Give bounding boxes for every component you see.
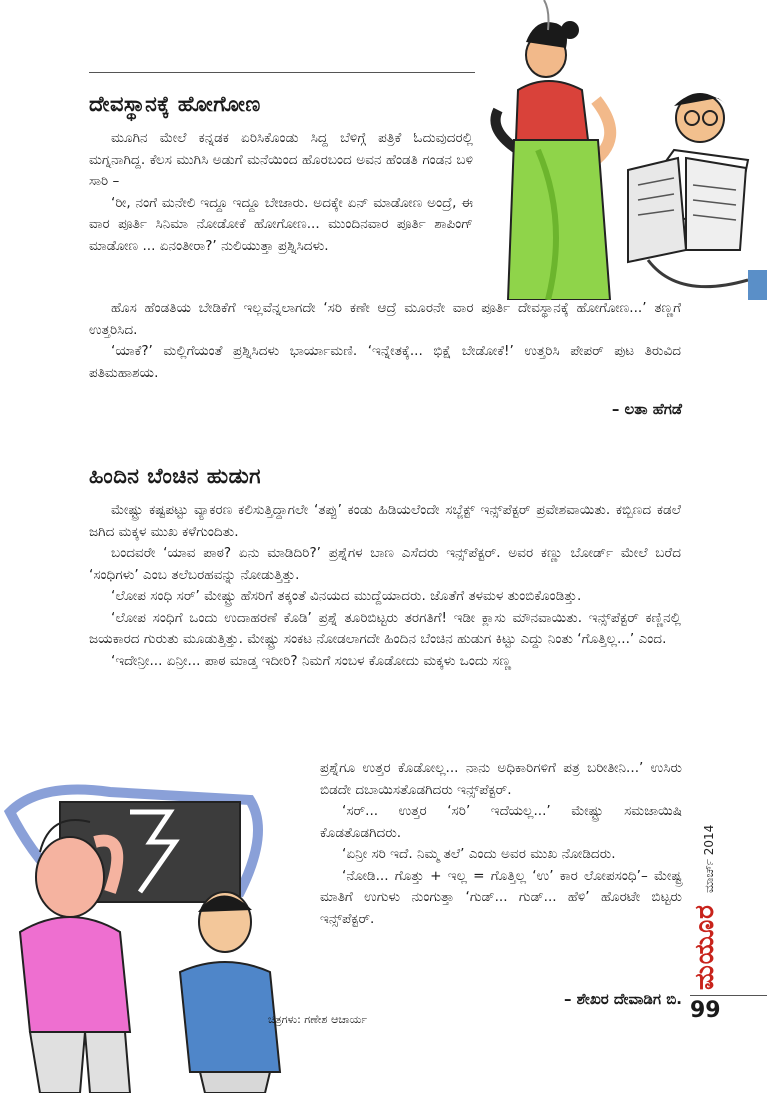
story2-body-narrow bbox=[320, 758, 682, 930]
magazine-masthead bbox=[690, 825, 721, 990]
story1-paragraph: ಮೂಗಿನ ಮೇಲೆ ಕನ್ನಡಕ ಏರಿಸಿಕೊಂಡು ಸಿದ್ದ ಬೆಳಿಗ್ಗೆ ಪತ್ರಿಕೆ ಓದುವುದರಲ್ಲಿ ಮಗ್ನನಾಗಿದ್ದ. ಕೆಲಸ ಮುಗಿಸಿ ಅಡುಗೆ ಮನೆಯಿಂದ ಹೊರಬಂದ ಅವನ ಹೆಂಡತಿ ಗಂಡನ ಬಳಿ ಸಾರಿ – bbox=[89, 130, 473, 189]
story2-paragraph: ‘ಇದೇನ್ರೀ... ಏನ್ರೀ... ಪಾಠ ಮಾಡ್ತ ಇದೀರಿ? ನಿಮಗೆ ಸಂಬಳ ಕೊಡೋದು ಮಕ್ಕಳು ಒಂದು ಸಣ್ಣ bbox=[111, 652, 512, 669]
story1-paragraph: ಹೊಸ ಹೆಂಡತಿಯ ಬೇಡಿಕೆಗೆ ಇಲ್ಲವೆನ್ನಲಾಗದೇ ‘ಸರಿ ಕಣೇ ಆದ್ರೆ ಮೂರನೇ ವಾರ ಪೂರ್ತಿ ದೇವಸ್ಥಾನಕ್ಕೆ ಹೋಗೋಣ...’ ತಣ್ಣಗೆ ಉತ್ತರಿಸಿದ. bbox=[89, 300, 681, 338]
illustration-credit: ಚಿತ್ರಗಳು: ಗಣೇಶ ಆಚಾರ್ಯ bbox=[268, 1013, 368, 1026]
page-number: 99 bbox=[690, 998, 721, 1023]
footer-rule bbox=[690, 995, 767, 996]
story1-body bbox=[89, 128, 473, 257]
story1-paragraph: ‘ರೀ, ನಂಗೆ ಮನೇಲಿ ಇದ್ದೂ ಇದ್ದೂ ಬೇಜಾರು. ಅದಕ್ಕೇ ಏನ್ ಮಾಡೋಣ ಅಂದ್ರೆ, ಈ ವಾರ ಪೂರ್ತಿ ಸಿನಿಮಾ ನೋಡೋಕೆ ಹೋಗೋಣ... ಮುಂದಿನವಾರ ಪೂರ್ತಿ ಶಾಪಿಂಗ್ ಮಾಡೋಣ ... ಏನಂತೀರಾ?’ ನುಲಿಯುತ್ತಾ ಪ್ರಶ್ನಿಸಿದಳು. bbox=[89, 194, 473, 254]
story2-paragraph: ಬಂದವರೇ ‘ಯಾವ ಪಾಠ? ಏನು ಮಾಡಿದಿರಿ?’ ಪ್ರಶ್ನೆಗಳ ಬಾಣ ಎಸೆದರು ಇನ್ಸ್‌ಪೆಕ್ಟರ್. ಅವರ ಕಣ್ಣು ಬೋರ್ಡ್ ಮೇಲೆ ಬರೆದ ‘ಸಂಧಿಗಳು’ ಎಂಬ ತಲೆಬರಹವನ್ನು ನೋಡುತ್ತಿತ್ತು. bbox=[89, 545, 681, 583]
classroom-illustration bbox=[0, 772, 318, 1093]
story2-paragraph: ‘ಲೋಪ ಸಂಧಿಗೆ ಒಂದು ಉದಾಹರಣೆ ಕೊಡಿ’ ಪ್ರಶ್ನೆ ತೂರಿಬಿಟ್ಟರು ತರಗತಿಗೆ! ಇಡೀ ಕ್ಲಾಸು ಮೌನವಾಯಿತು. ಇನ್ಸ್‌ಪೆಕ್ಟರ್ ಕಣ್ಣಿನಲ್ಲಿ ಜಯಕಾರದ ಗುರುತು ಮೂಡುತ್ತಿತ್ತು. ಮೇಷ್ಟ್ರು ಸಂಕಟ ನೋಡಲಾಗದೇ ಹಿಂದಿನ ಬೆಂಚಿನ ಹುಡುಗ ಕಿಟ್ಟು ಎದ್ದು ನಿಂತು ‘ಗೊತ್ತಿಲ್ಲ...’ ಎಂದ. bbox=[89, 609, 681, 647]
story1-title: ದೇವಸ್ಥಾನಕ್ಕೆ ಹೋಗೋಣ bbox=[89, 92, 261, 116]
story2-paragraph: ಪ್ರಶ್ನೆಗೂ ಉತ್ತರ ಕೊಡೋಲ್ಲ... ನಾನು ಅಧಿಕಾರಿಗಳಿಗೆ ಪತ್ರ ಬರೀತೀನಿ...’ ಉಸಿರು ಬಿಡದೇ ದಬಾಯಿಸತೊಡಗಿದರು ಇನ್ಸ್‌ಪೆಕ್ಟರ್. bbox=[320, 760, 682, 798]
couple-illustration bbox=[478, 0, 767, 300]
story2-paragraph: ‘ಲೋಪ ಸಂಧಿ ಸರ್’ ಮೇಷ್ಟ್ರು ಹೆಸರಿಗೆ ತಕ್ಕಂತೆ ವಿನಯದ ಮುದ್ದೆಯಾದರು. ಜೊತೆಗೆ ತಳಮಳ ತುಂಬಿಕೊಂಡಿತ್ತು. bbox=[111, 588, 582, 604]
story2-title: ಹಿಂದಿನ ಬೆಂಚಿನ ಹುಡುಗ bbox=[89, 464, 262, 488]
story2-author: – ಶೇಖರ ದೇವಾಡಿಗ ಬಿ. bbox=[563, 990, 682, 1008]
story2-body bbox=[89, 500, 681, 672]
story1-paragraph: ‘ಯಾಕೆ?’ ಮಲ್ಲಿಗೆಯಂತೆ ಪ್ರಶ್ನಿಸಿದಳು ಭಾರ್ಯಾಮಣಿ. ‘ಇನ್ನೇತಕ್ಕೆ... ಭಿಕ್ಷೆ ಬೇಡೋಕೆ!’ ಉತ್ತರಿಸಿ ಪೇಪರ್ ಪುಟ ತಿರುವಿದ ಪತಿಮಹಾಶಯ. bbox=[89, 343, 681, 381]
story2-paragraph: ‘ಸರ್... ಉತ್ತರ ‘ಸರಿ’ ಇದೆಯಲ್ಲ...’ ಮೇಷ್ಟ್ರು ಸಮಜಾಯಿಷಿ ಕೊಡತೊಡಗಿದರು. bbox=[320, 803, 682, 841]
story2-paragraph: ‘ನೋಡಿ... ಗೊತ್ತು + ಇಲ್ಲ = ಗೊತ್ತಿಲ್ಲ ‘ಉ’ ಕಾರ ಲೋಪಸಂಧಿ’– ಮೇಷ್ಟ್ರ ಮಾತಿಗೆ ಉಗುಳು ನುಂಗುತ್ತಾ ‘ಗುಡ್... ಗುಡ್... ಹೆಳಿ’ ಹೊರಟೇ ಬಿಟ್ಟರು ಇನ್ಸ್‌ಪೆಕ್ಟರ್. bbox=[320, 867, 682, 927]
issue-date: ಮಾರ್ಚ್ 2014 bbox=[702, 824, 716, 893]
top-rule bbox=[89, 72, 475, 73]
story1-body-wide bbox=[89, 298, 681, 384]
story2-paragraph: ‘ಏನ್ರೀ ಸರಿ ಇದೆ. ನಿಮ್ಮ ತಲೆ’ ಎಂದು ಅವರ ಮುಖ ನೋಡಿದರು. bbox=[342, 846, 616, 862]
magazine-name: ಮಯೂರ bbox=[690, 904, 720, 990]
story1-author: – ಲತಾ ಹೆಗಡೆ bbox=[611, 400, 682, 418]
story2-paragraph: ಮೇಷ್ಟ್ರು ಕಷ್ಟಪಟ್ಟು ವ್ಯಾಕರಣ ಕಲಿಸುತ್ತಿದ್ದಾಗಲೇ ‘ತಪ್ಪು’ ಕಂಡು ಹಿಡಿಯಲೆಂದೇ ಸಬ್ಜೆಕ್ಟ್ ಇನ್ಸ್‌ಪೆಕ್ಟರ್ ಪ್ರವೇಶವಾಯಿತು. ಕಬ್ಬಿಣದ ಕಡಲೆ ಜಗಿದ ಮಕ್ಕಳ ಮುಖ ಕಳೆಗುಂದಿತು. bbox=[89, 502, 681, 540]
